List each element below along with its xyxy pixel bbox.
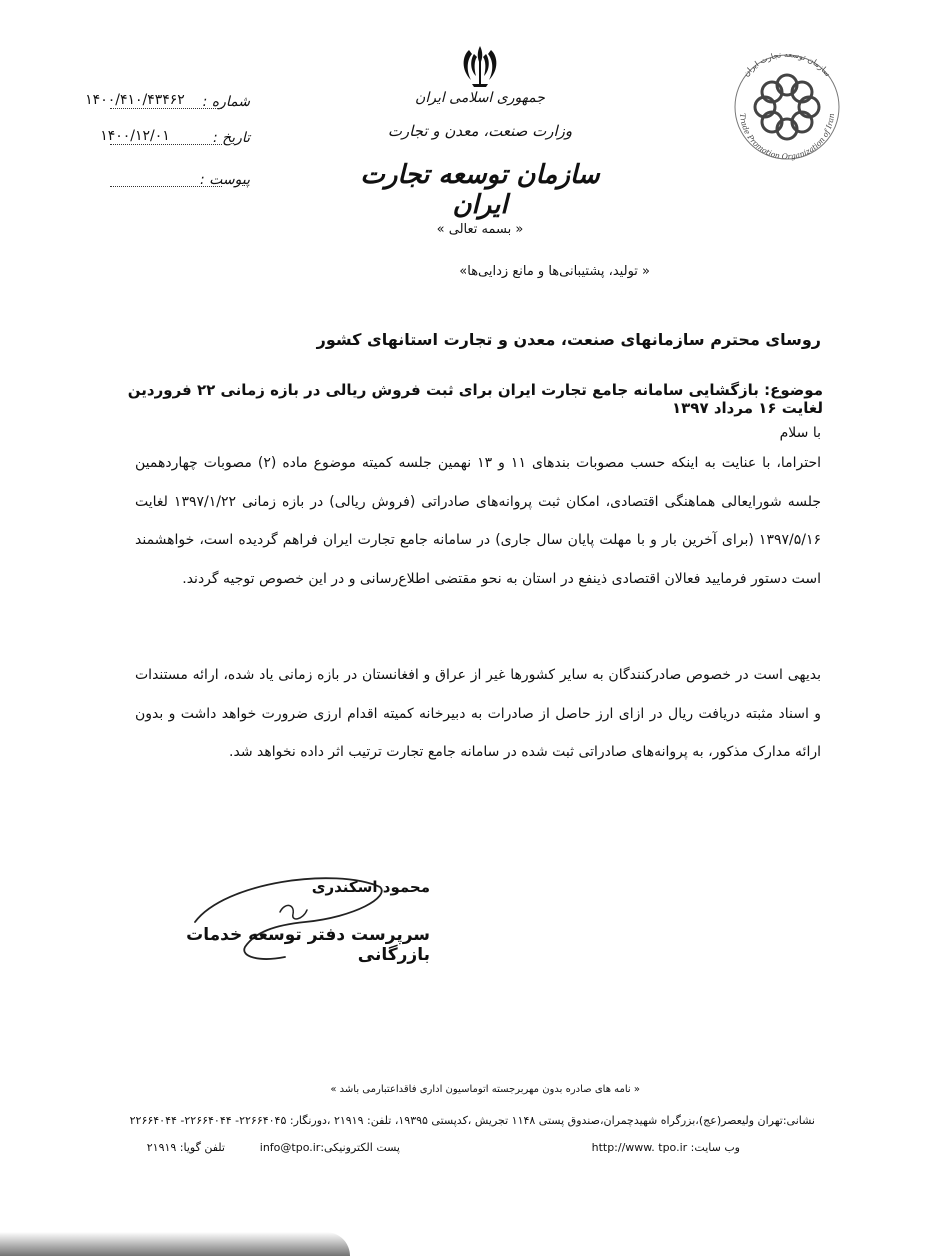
- letter-attachment-label: پیوست :: [200, 172, 250, 188]
- besm-heading: « بسمه تعالی »: [436, 222, 524, 237]
- iran-emblem-icon: [457, 42, 503, 90]
- footer-phone: تلفن گویا: ۲۱۹۱۹: [146, 1141, 225, 1154]
- header-republic: جمهوری اسلامی ایران: [415, 90, 545, 106]
- header-organization: سازمان توسعه تجارت ایران: [360, 160, 600, 220]
- body-paragraph: احتراما، با عنایت به اینکه حسب مصوبات بندهای ۱۱ و ۱۳ نهمین جلسه کمیته موضوع ماده (۲) مصوبات چهاردهمین جلسه شورایعالی هماهنگی اقتصادی، امکان ثبت پروانه‌های صادراتی (فروش ریالی) در بازه زمانی ۱۳۹۷/۱/۲۲ لغایت ۱۳۹۷/۵/۱۶ (برای آخرین بار و با مهلت پایان سال جاری) در سامانه جامع تجارت ایران فراهم گردیده است، خواهشمند است دستور فرمایید فعالان اقتصادی ذینفع در استان به نحو مقتضی اطلاع‌رسانی و در این خصوص توجیه گردند.: [135, 455, 821, 587]
- signatory-title: سرپرست دفتر توسعه خدمات بازرگانی: [186, 925, 430, 965]
- letter-number-value: ۱۴۰۰/۴۱۰/۴۳۴۶۲: [85, 92, 185, 108]
- letter-date-field: [50, 130, 250, 152]
- svg-text:سازمان توسعه تجارت ایران: سازمان توسعه تجارت ایران: [741, 49, 833, 79]
- letter-number-label: شماره :: [202, 94, 250, 110]
- letter-attachment-dots: [110, 186, 222, 187]
- header-ministry: وزارت صنعت، معدن و تجارت: [387, 122, 573, 140]
- footer-validity-note: « نامه های صادره بدون مهربرجسته اتوماسیون اداری فاقداعتبارمی باشد »: [330, 1084, 640, 1095]
- svg-text:Trade Promotion Organization o: Trade Promotion Organization of Iran: [737, 112, 837, 162]
- letter-greeting: با سلام: [779, 425, 821, 441]
- tpo-logo-icon: [722, 42, 852, 172]
- letter-date-label: تاریخ :: [212, 130, 250, 146]
- letter-number-dots: [110, 108, 222, 109]
- year-slogan: « تولید، پشتیبانی‌ها و مانع زدایی‌ها»: [459, 264, 650, 279]
- page-edge-shadow: [0, 1232, 350, 1256]
- letter-date-dots: [110, 144, 222, 145]
- letter-addressee: روسای محترم سازمانهای صنعت، معدن و تجارت استانهای کشور: [316, 330, 821, 349]
- footer-address: نشانی:تهران ولیعصر(عج)،بزرگراه شهیدچمران،صندوق پستی ۱۱۴۸ تجریش ،کدپستی ۱۹۳۹۵، تلفن: ۲۱۹۱۹ ،دورنگار: ۲۲۶۶۴۰۴۵- ۲۲۶۶۴۰۴۴- ۲۲۶۶۴۰۴۴: [129, 1114, 815, 1127]
- letter-attachment-field: [50, 172, 250, 194]
- signatory-name: محمود اسکندری: [311, 878, 430, 896]
- letter-subject: موضوع: بازگشایی سامانه جامع تجارت ایران برای ثبت فروش ریالی در بازه زمانی ۲۲ فروردین لغایت ۱۶ مرداد ۱۳۹۷: [127, 381, 823, 417]
- letter-date-value: ۱۴۰۰/۱۲/۰۱: [100, 128, 170, 144]
- letter-number-field: [50, 94, 250, 116]
- footer-website: وب سایت: http://www. tpo.ir: [591, 1141, 740, 1154]
- footer-email: پست الکترونیکی:info@tpo.ir: [259, 1141, 400, 1154]
- body-paragraph: بدیهی است در خصوص صادرکنندگان به سایر کشورها غیر از عراق و افغانستان در بازه زمانی یاد شده، ارائه مستندات و اسناد مثبته دریافت ریال در ازای ارز حاصل از صادرات به دبیرخانه کمیته اقدام ارزی ضرورت خواهد داشت و بدون ارائه مدارک مذکور، به پروانه‌های صادراتی ثبت شده در سامانه جامع تجارت ترتیب اثر داده نخواهد شد.: [135, 667, 821, 761]
